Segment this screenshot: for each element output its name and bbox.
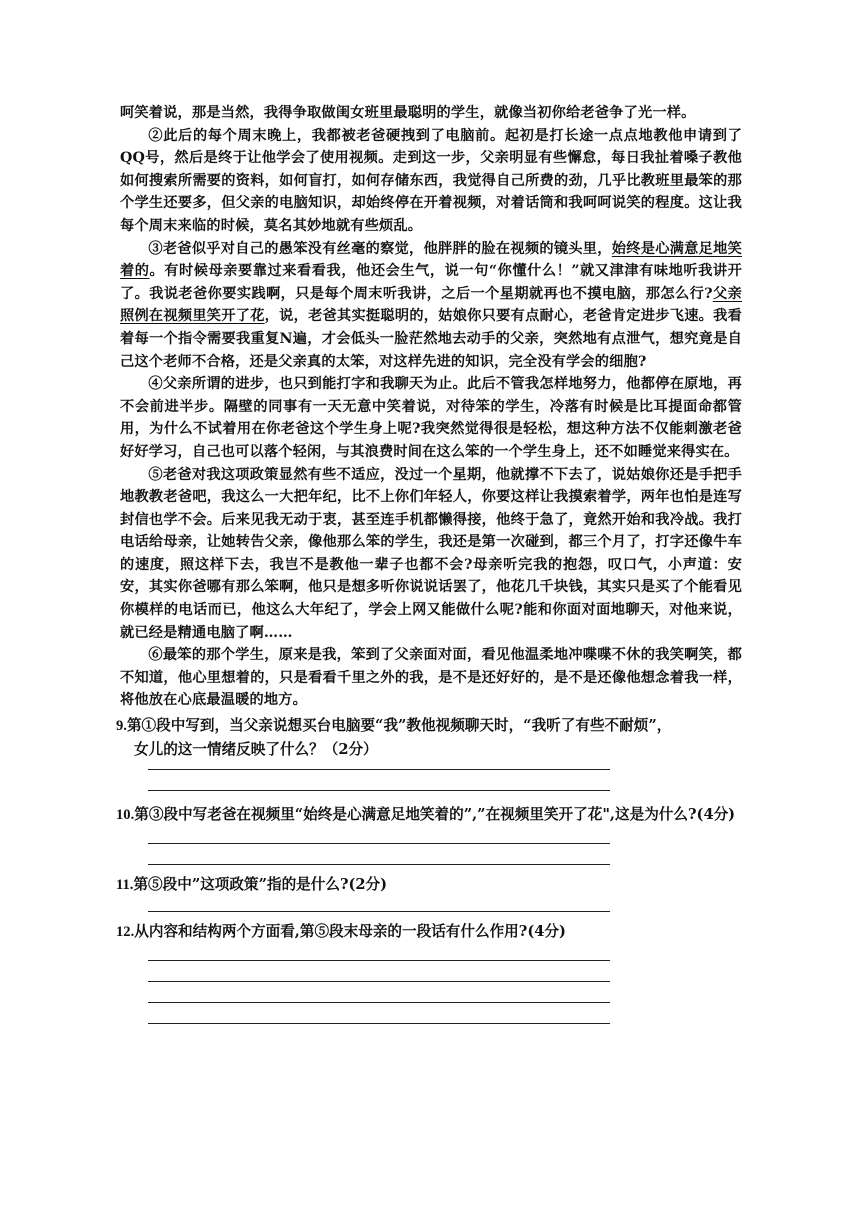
question-number: 12. [116, 924, 135, 941]
question-10-prompt [116, 803, 742, 827]
paragraph-3-text-c: ，说，老爸其实挺聪明的，姑娘你只要有点耐心，老爸肯定进步飞速。我看着每一个指令需要我重复N遍，才会低头一脸茫然地去动手的父亲，突然地有点泄气，想究竟是自己这个老师不合格，还是父亲真的太笨，对这样先进的知识，完全没有学会的细胞? [120, 308, 742, 370]
question-text: 第⑤段中”这项政策”指的是什么?(2分) [133, 876, 388, 894]
question-11 [116, 873, 742, 912]
passage-paragraph-5: ⑤老爸对我这项政策显然有些不适应，没过一个星期，他就撑不下去了，说姑娘你还是手把手地教教老爸吧，我这么一大把年纪，比不上你们年轻人，你要这样让我摸索着学，两年也怕是连写封信也学不会。后来见我无动于衷，甚至连手机都懒得接，他终于急了，竟然开始和我冷战。我打电话给母亲，让她转告父亲，像他那么笨的学生，我还是第一次碰到，都三个月了，打字还像牛车的速度，照这样下去，我岂不是教他一辈子也都不会?母亲听完我的抱怨，叹口气，小声道：安安，其实你爸哪有那么笨啊，他只是想多听你说说话罢了，他花几千块钱，其实只是买了个能看见你模样的电话而已，他这么大年纪了，学会上网又能做什么呢?能和你面对面地聊天，对他来说，就已经是精通电脑了啊…… [120, 466, 742, 641]
question-11-prompt [116, 873, 742, 897]
question-12 [116, 920, 742, 1024]
question-text: 第①段中写到，当父亲说想买台电脑要“我”教他视频聊天时，“我听了有些不耐烦”， [126, 717, 672, 735]
answer-line[interactable] [148, 1002, 610, 1003]
question-9 [116, 714, 742, 791]
question-12-prompt [116, 920, 742, 944]
passage-paragraph-2: ②此后的每个周末晚上，我都被老爸硬拽到了电脑前。起初是打长途一点点地教他申请到了QQ号，然后是终于让他学会了使用视频。走到这一步，父亲明显有些懈怠，每日我扯着嗓子教他如何搜索所需要的资料，如何盲打，如何存储东西，我觉得自己所费的劲，几乎比教班里最笨的那个学生还要多，但父亲的电脑知识，却始终停在开着视频，对着话筒和我呵呵说笑的程度。这让我每个周末来临的时候，莫名其妙地就有些烦乱。 [120, 127, 742, 234]
answer-line[interactable] [148, 1023, 610, 1024]
answer-line[interactable] [148, 790, 610, 791]
question-9-prompt-cont: 女儿的这一情绪反映了什么？（2分） [134, 741, 378, 759]
question-number: 9. [116, 718, 127, 735]
answer-line[interactable] [148, 911, 610, 912]
worksheet-page [116, 102, 742, 1024]
underlined-phrase-2: 父亲照例在视频里笑开了花 [120, 285, 742, 325]
question-number: 11. [116, 877, 134, 894]
answer-line[interactable] [148, 769, 610, 770]
answer-line[interactable] [148, 864, 610, 865]
passage-paragraph-continued: 呵笑着说，那是当然，我得争取做闺女班里最聪明的学生，就像当初你给老爸争了光一样。 [120, 105, 696, 121]
underlined-phrase-1: 始终是心满意足地笑着的 [120, 240, 742, 280]
answer-line[interactable] [148, 960, 610, 961]
question-9-prompt [116, 714, 742, 738]
passage-paragraph-3 [120, 238, 742, 374]
question-text: 从内容和结构两个方面看,第⑤段末母亲的一段话有什么作用?(4分) [134, 923, 566, 941]
passage-paragraph-4: ④父亲所谓的进步，也只到能打字和我聊天为止。此后不管我怎样地努力，他都停在原地，再不会前进半步。隔壁的同事有一天无意中笑着说，对待笨的学生，冷落有时候是比耳提面命都管用，为什么不试着用在你老爸这个学生身上呢?我突然觉得很是轻松，想这种方法不仅能刺激老爸好好学习，自己也可以落个轻闲，与其浪费时间在这么笨的一个学生身上，还不如睡觉来得实在。 [120, 376, 742, 460]
question-text: 第③段中写老爸在视频里“始终是心满意足地笑着的”,”在视频里笑开了花",这是为什么?(4分) [134, 806, 736, 824]
paragraph-3-text-a: ③老爸似乎对自己的愚笨没有丝毫的察觉，他胖胖的脸在视频的镜头里， [148, 240, 612, 257]
paragraph-3-text-b: 。有时候母亲要靠过来看看我，他还会生气，说一句“你懂什么！”就又津津有味地听我讲开了。我说老爸你要实践啊，只是每个周末听我讲，之后一个星期就再也不摸电脑，那怎么行? [120, 263, 742, 302]
question-number: 10. [116, 807, 135, 824]
question-10 [116, 803, 742, 865]
passage-paragraph-6: ⑥最笨的那个学生，原来是我，笨到了父亲面对面，看见他温柔地冲喋喋不休的我笑啊笑，都不知道，他心里想着的，只是看看千里之外的我，是不是还好好的，是不是还像他想念着我一样，将他放在心底最温暖的地方。 [120, 647, 742, 709]
answer-line[interactable] [148, 981, 610, 982]
answer-line[interactable] [148, 843, 610, 844]
